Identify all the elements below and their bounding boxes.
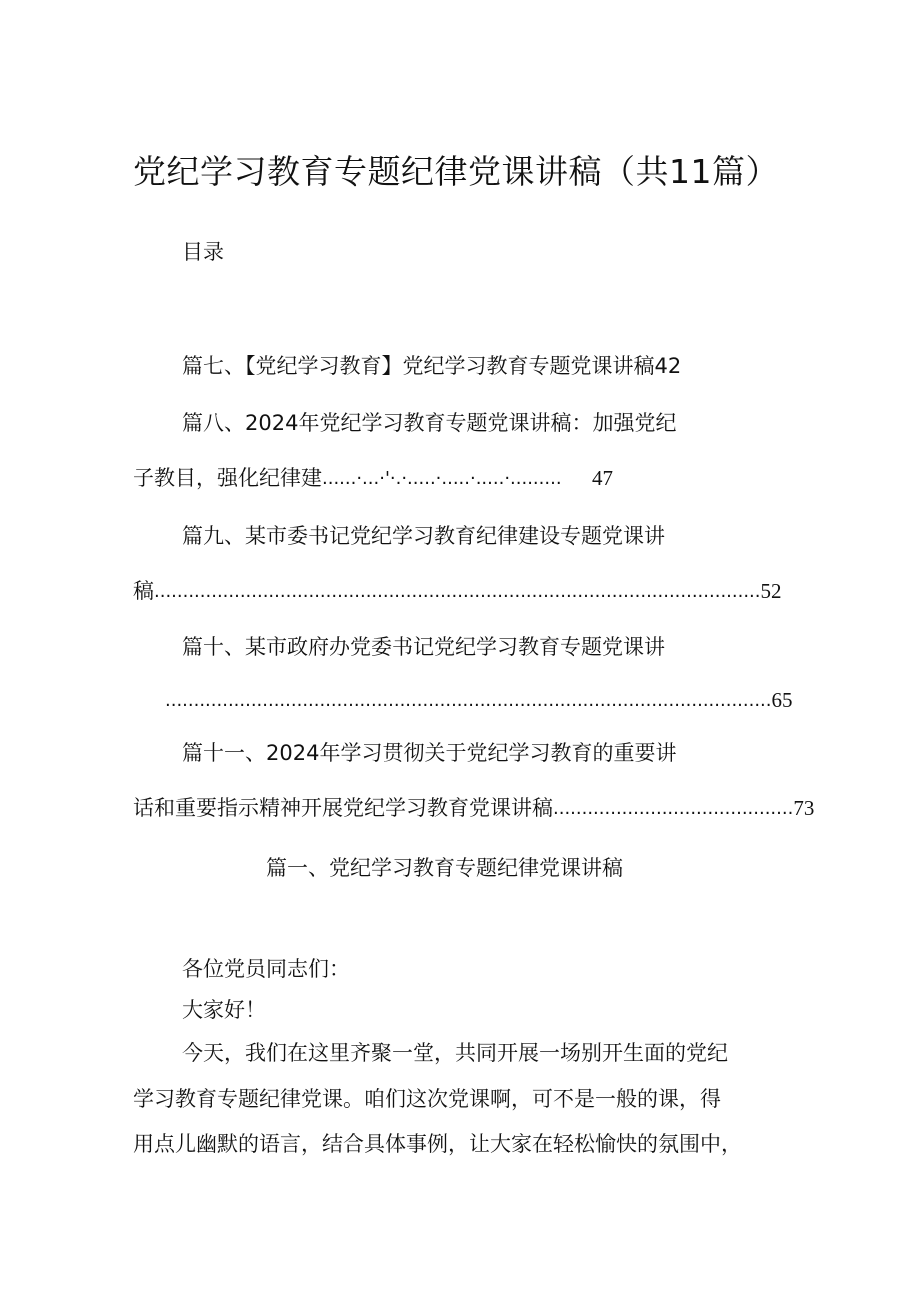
body-paragraph-line: 学习教育专题纪律党课。咱们这次党课啊，可不是一般的课，得 — [133, 1087, 721, 1111]
toc-entry-8-text: 子教目，强化纪律建 — [133, 466, 322, 490]
toc-leader-dots: .......................................................................................................... — [165, 689, 772, 711]
body-hello: 大家好！ — [182, 998, 266, 1022]
toc-entry-10-line2 — [165, 688, 793, 713]
body-paragraph-line: 今天，我们在这里齐聚一堂，共同开展一场别开生面的党纪 — [182, 1041, 728, 1065]
body-paragraph-line: 用点儿幽默的语言，结合具体事例，让大家在轻松愉快的氛围中， — [133, 1132, 742, 1156]
toc-leader-dots: .......................................... — [553, 797, 794, 819]
section-title: 篇一、党纪学习教育专题纪律党课讲稿 — [266, 856, 623, 880]
toc-leader-dots: .......................................................................................................... — [154, 580, 761, 602]
toc-entry-10-line1: 篇十、某市政府办党委书记党纪学习教育专题党课讲 — [182, 635, 665, 659]
toc-heading: 目录 — [182, 240, 224, 264]
toc-page-number: 73 — [793, 796, 815, 820]
body-greeting: 各位党员同志们： — [182, 957, 350, 981]
toc-page-number: 52 — [760, 579, 782, 603]
toc-entry-9-line2 — [133, 579, 782, 604]
toc-entry-7: 篇七、【党纪学习教育】党纪学习教育专题党课讲稿42 — [182, 354, 682, 378]
toc-entry-9-line1: 篇九、某市委书记党纪学习教育纪律建设专题党课讲 — [182, 524, 665, 548]
toc-entry-8-line2 — [133, 466, 613, 491]
document-title: 党纪学习教育专题纪律党课讲稿（共11篇） — [133, 152, 779, 191]
toc-entry-11-line2 — [133, 796, 815, 821]
toc-entry-9-text: 稿 — [133, 579, 154, 603]
toc-entry-8-line1: 篇八、2024年党纪学习教育专题党课讲稿：加强党纪 — [182, 411, 677, 435]
toc-entry-11-text: 话和重要指示精神开展党纪学习教育党课讲稿 — [133, 796, 553, 820]
toc-entry-11-line1: 篇十一、2024年学习贯彻关于党纪学习教育的重要讲 — [182, 741, 677, 765]
toc-leader-dots: ......·...·'·.·.....·.....·.....·......... — [322, 467, 562, 489]
toc-page-number: 47 — [592, 466, 613, 490]
toc-page-number: 65 — [771, 688, 793, 712]
